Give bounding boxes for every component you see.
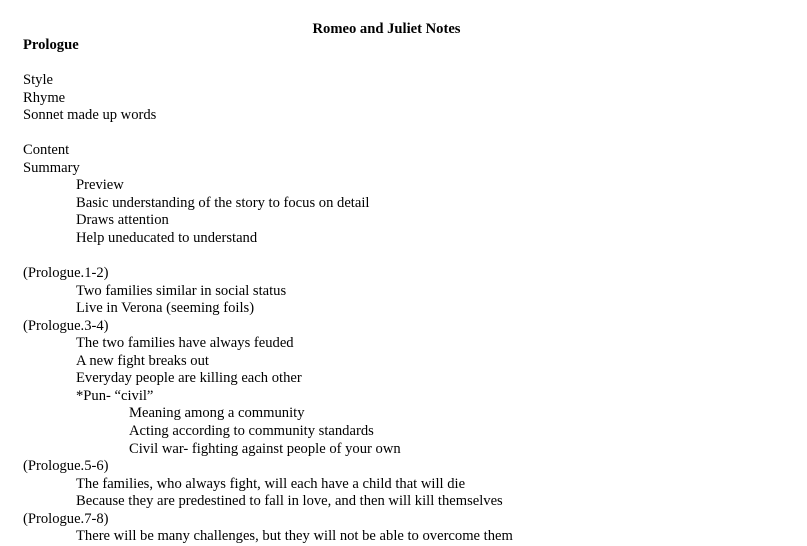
line-ref: (Prologue.7-8) — [23, 510, 109, 527]
pun-note: Civil war- fighting against people of your own — [129, 440, 401, 457]
section-heading-prologue: Prologue — [23, 37, 79, 53]
style-item: Rhyme — [23, 89, 66, 106]
line-ref: (Prologue.5-6) — [23, 458, 109, 475]
summary-item: Draws attention — [76, 212, 169, 229]
pun-note: Meaning among a community — [129, 405, 305, 422]
summary-item: Preview — [76, 177, 124, 194]
document-title: Romeo and Juliet Notes — [312, 21, 461, 37]
summary-item: Basic understanding of the story to focus on detail — [76, 194, 370, 211]
line-ref: (Prologue.1-2) — [23, 265, 109, 282]
line-note: A new fight breaks out — [76, 352, 209, 369]
line-note: The families, who always fight, will each have a child that will die — [76, 475, 466, 492]
document-body — [23, 37, 783, 546]
blank-line — [23, 248, 783, 266]
summary-label: Summary — [23, 159, 80, 176]
line-note: Live in Verona (seeming foils) — [76, 300, 255, 317]
line-note: Everyday people are killing each other — [76, 370, 302, 387]
blank-line — [23, 125, 783, 143]
line-note: The two families have always feuded — [76, 335, 294, 352]
content-label: Content — [23, 142, 70, 159]
pun-note: Acting according to community standards — [129, 423, 374, 440]
style-label: Style — [23, 72, 53, 89]
line-ref: (Prologue.3-4) — [23, 317, 109, 334]
blank-line — [23, 55, 783, 73]
line-note: Because they are predestined to fall in love, and then will kill themselves — [76, 493, 503, 510]
line-note: *Pun- “civil” — [76, 387, 154, 404]
style-item: Sonnet made up words — [23, 107, 157, 124]
summary-item: Help uneducated to understand — [76, 230, 258, 247]
line-note: There will be many challenges, but they will not be able to overcome them — [76, 528, 513, 545]
line-note: Two families similar in social status — [76, 282, 287, 299]
